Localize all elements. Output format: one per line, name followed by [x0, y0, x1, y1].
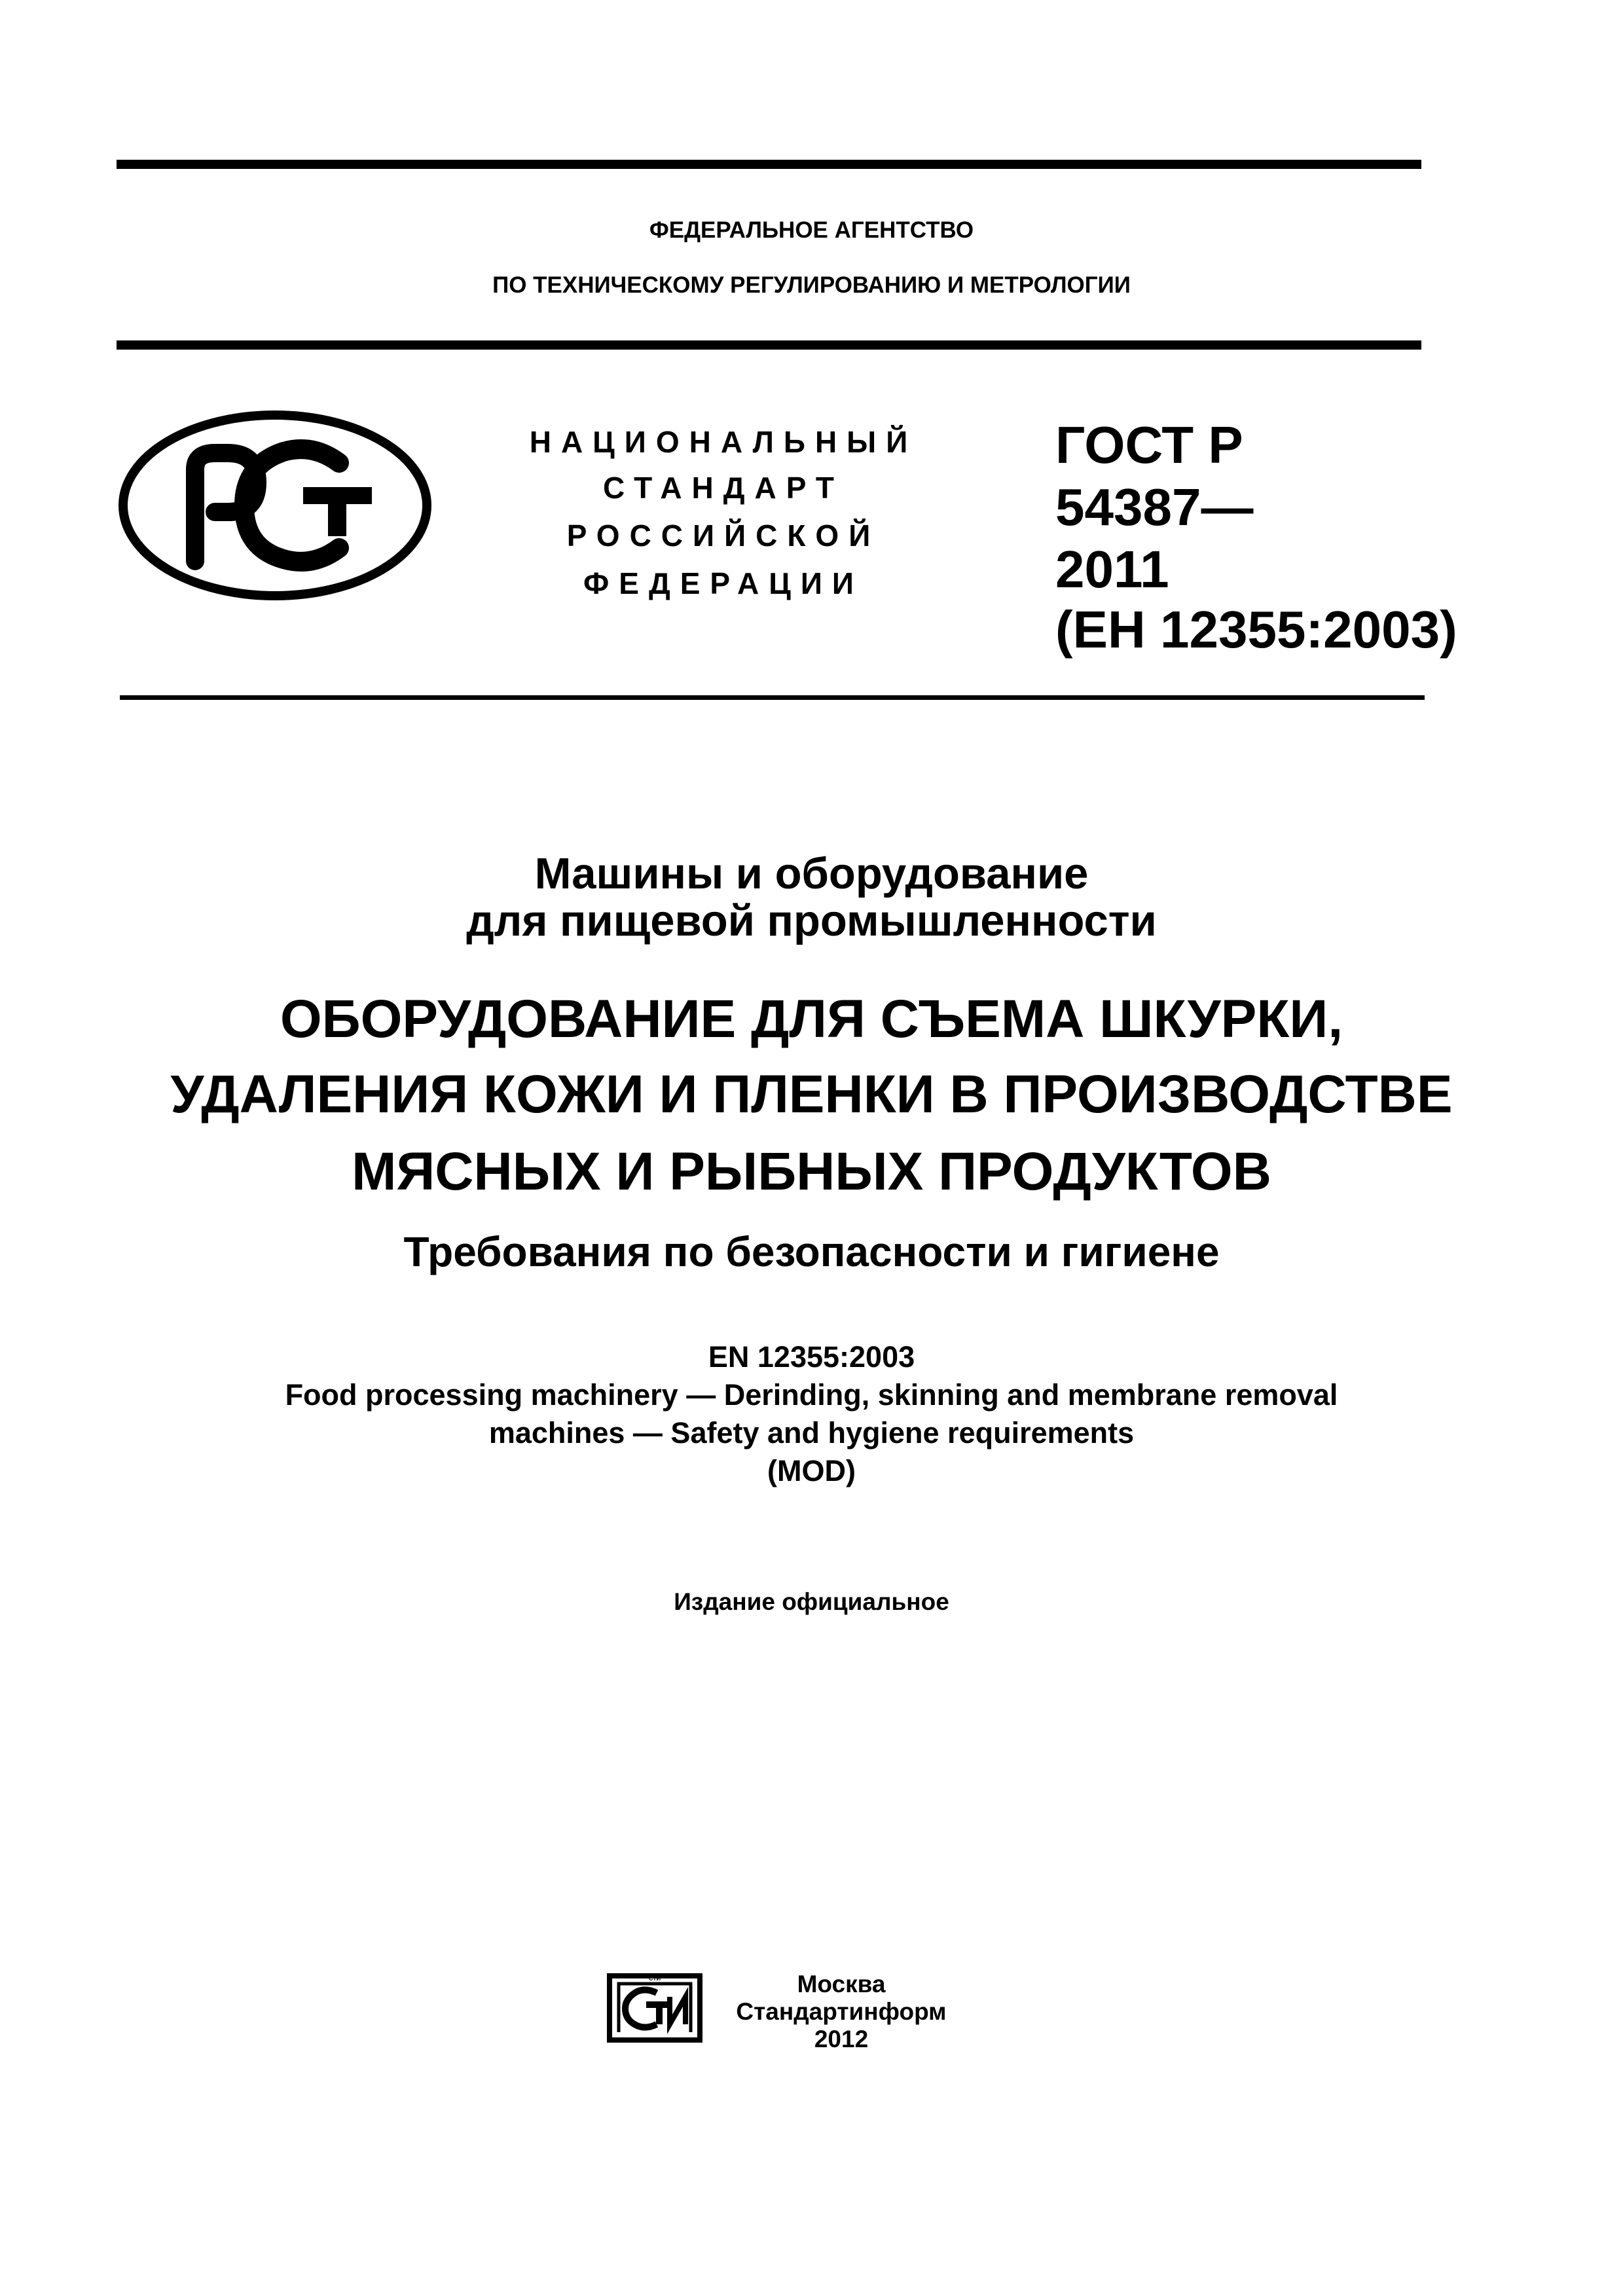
- edition-label: Издание официальное: [674, 1588, 949, 1615]
- designation-line-1: ГОСТ Р: [1055, 416, 1243, 474]
- designation-line-3: 2011: [1055, 540, 1169, 598]
- publisher-city: Москва: [797, 1971, 886, 1997]
- header-rule: [117, 340, 1421, 350]
- national-line-4: ФЕДЕРАЦИИ: [583, 566, 864, 600]
- agency-line-2: ПО ТЕХНИЧЕСКОМУ РЕГУЛИРОВАНИЮ И МЕТРОЛОГИИ: [492, 272, 1131, 298]
- subtitle-line-1: Машины и оборудование: [534, 849, 1089, 898]
- designation-rule: [120, 695, 1425, 700]
- en-reference-line-4: (MOD): [767, 1454, 856, 1487]
- standartinform-logo-icon: [606, 1972, 704, 2044]
- en-reference-line-2: Food processing machinery — Derinding, skinning and membrane removal: [285, 1378, 1338, 1412]
- publisher-year: 2012: [814, 2026, 869, 2052]
- main-title-line-3: МЯСНЫХ И РЫБНЫХ ПРОДУКТОВ: [352, 1142, 1271, 1201]
- national-line-1: НАЦИОНАЛЬНЫЙ: [529, 425, 918, 459]
- rst-logo-icon: [117, 407, 434, 604]
- designation-line-4: (ЕН 12355:2003): [1055, 600, 1457, 659]
- national-line-3: РОССИЙСКОЙ: [566, 519, 881, 553]
- top-rule: [117, 160, 1421, 169]
- publisher-name: Стандартинформ: [736, 1998, 947, 2025]
- main-title-line-1: ОБОРУДОВАНИЕ ДЛЯ СЪЕМА ШКУРКИ,: [280, 989, 1343, 1049]
- agency-line-1: ФЕДЕРАЛЬНОЕ АГЕНТСТВО: [649, 217, 974, 243]
- national-line-2: СТАНДАРТ: [603, 471, 844, 505]
- requirements-title: Требования по безопасности и гигиене: [403, 1228, 1220, 1275]
- main-title-line-2: УДАЛЕНИЯ КОЖИ И ПЛЕНКИ В ПРОИЗВОДСТВЕ: [170, 1065, 1453, 1124]
- en-reference-line-1: EN 12355:2003: [708, 1340, 915, 1374]
- publisher-logo-letters: СТИ: [648, 1975, 661, 1982]
- en-reference-line-3: machines — Safety and hygiene requirements: [488, 1416, 1135, 1449]
- subtitle-line-2: для пищевой промышленности: [466, 896, 1157, 945]
- designation-line-2: 54387—: [1055, 478, 1254, 536]
